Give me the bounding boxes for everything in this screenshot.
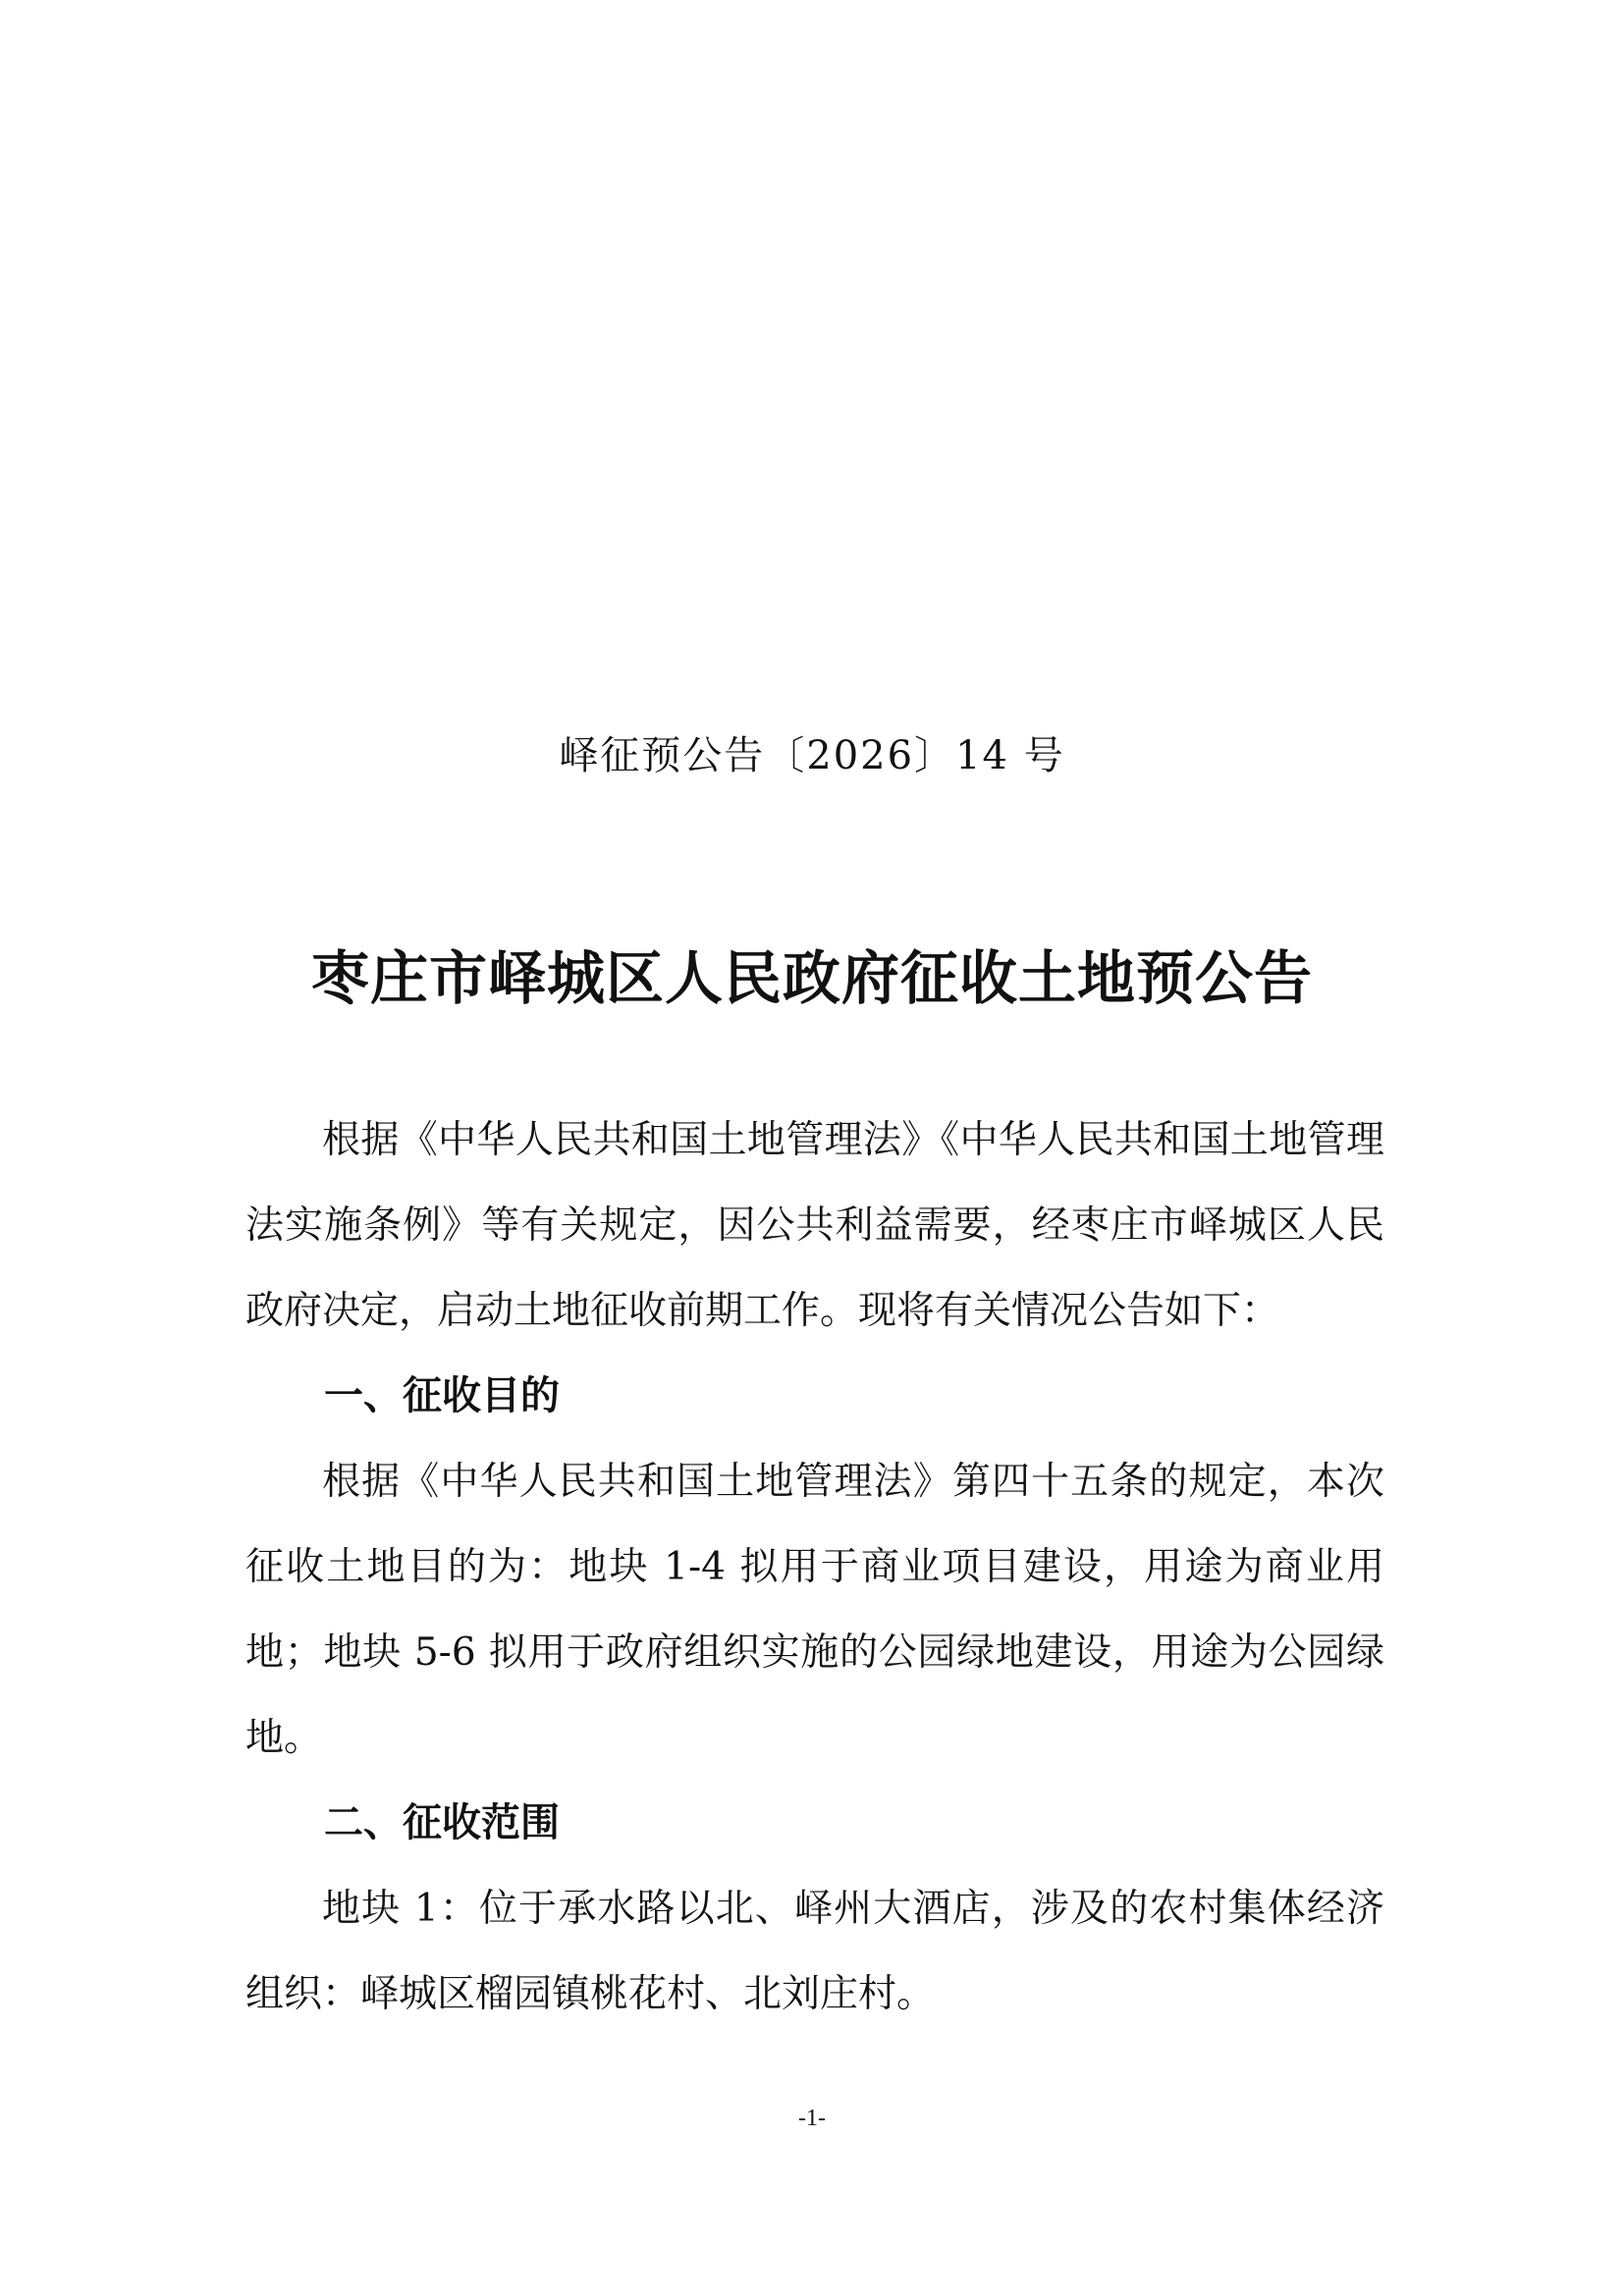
section-heading-purpose: 一、征收目的 (324, 1373, 560, 1418)
intro-paragraph: 根据《中华人民共和国土地管理法》《中华人民共和国土地管理法实施条例》等有关规定，因公共利益需要，经枣庄市峄城区人民政府决定，启动土地征收前期工作。现将有关情况公告如下： (245, 1118, 1384, 1333)
document-number: 峄征预公告〔2026〕14 号 (559, 733, 1065, 778)
section-heading-scope: 二、征收范围 (324, 1800, 560, 1845)
scope-plot-1-paragraph: 地块 1：位于承水路以北、峄州大酒店，涉及的农村集体经济组织：峄城区榴园镇桃花村、北刘庄村。 (245, 1887, 1384, 2016)
purpose-paragraph: 根据《中华人民共和国土地管理法》第四十五条的规定，本次征收土地目的为：地块 1-4 拟用于商业项目建设，用途为商业用地；地块 5-6 拟用于政府组织实施的公园绿地建设，用途为公园绿地。 (245, 1460, 1384, 1760)
document-body (245, 1097, 1384, 2037)
page-number: -1- (798, 2106, 826, 2131)
document-title: 枣庄市峄城区人民政府征收土地预公告 (310, 944, 1313, 1012)
